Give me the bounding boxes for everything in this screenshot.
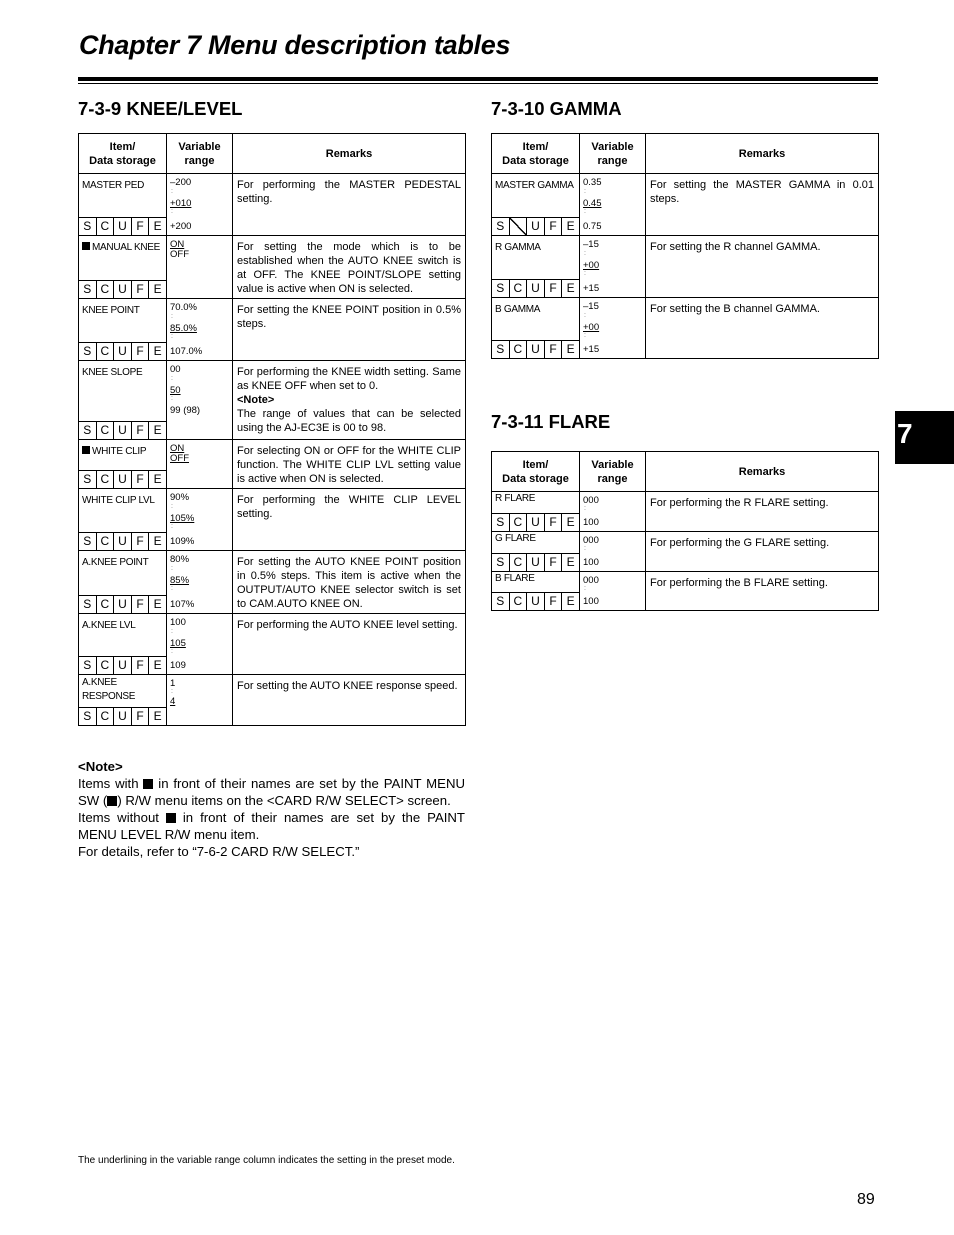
remarks-cell: For selecting ON or OFF for the WHITE CLIP function. The WHITE CLIP LVL setting value is active when ON is selected.: [233, 440, 466, 489]
data-storage-flags: S C U F E: [79, 280, 166, 298]
table-row: [79, 174, 466, 236]
item-name: WHITE CLIP LVL: [82, 495, 155, 506]
header-remarks: Remarks: [646, 134, 879, 174]
remarks-cell: For performing the MASTER PEDESTAL setting.: [233, 174, 466, 236]
footnote: The underlining in the variable range column indicates the setting in the preset mode.: [78, 1155, 455, 1166]
item-cell: [79, 489, 167, 551]
item-cell: [492, 236, 580, 298]
remarks-cell: For setting the MASTER GAMMA in 0.01 steps.: [646, 174, 879, 236]
item-name: A.KNEE LVL: [82, 620, 136, 631]
variable-range-cell: 1 : 4: [167, 675, 233, 726]
remarks-cell: For setting the AUTO KNEE POINT position in 0.5% steps. This item is active when the OUTPUT/AUTO KNEE selector switch is set to CAM.AUTO KNEE ON.: [233, 551, 466, 614]
data-storage-flags: S C U F E: [492, 340, 579, 358]
table-header-row: [79, 134, 466, 174]
table-row: [79, 440, 466, 489]
table-row: [79, 299, 466, 361]
remarks-cell: For performing the AUTO KNEE level setting.: [233, 614, 466, 675]
item-name: A.KNEE POINT: [82, 557, 149, 568]
data-storage-flags: S C U F E: [79, 421, 166, 439]
item-name: KNEE POINT: [82, 305, 140, 316]
header-item: Item/ Data storage: [79, 134, 167, 174]
remarks-cell: For performing the WHITE CLIP LEVEL setting.: [233, 489, 466, 551]
data-storage-flags: S C U F E: [79, 707, 166, 725]
item-cell: [492, 174, 580, 236]
title-rule-thin: [78, 83, 878, 84]
remarks-cell: For setting the mode which is to be established when the AUTO KNEE switch is at OFF. The KNEE POINT/SLOPE setting value is active when ON is selected.: [233, 236, 466, 299]
section-title-knee-level: 7-3-9 KNEE/LEVEL: [78, 98, 243, 119]
variable-range-cell: 100 : 105 : 109: [167, 614, 233, 675]
note-heading: <Note>: [78, 759, 123, 774]
table-row: [79, 614, 466, 675]
item-cell: [79, 361, 167, 440]
preset-value: 85%: [170, 575, 190, 586]
remarks-cell: For setting the AUTO KNEE response speed.: [233, 675, 466, 726]
variable-range-cell: 90% : 105% : 109%: [167, 489, 233, 551]
variable-range-cell: 70.0% : 85.0% : 107.0%: [167, 299, 233, 361]
preset-value: +010: [170, 198, 192, 209]
variable-range-cell: 80% : 85% : 107%: [167, 551, 233, 614]
table-row: [79, 361, 466, 440]
variable-range-cell: 000 : 100: [580, 572, 646, 611]
gamma-table: [491, 133, 879, 359]
remarks-cell: For setting the R channel GAMMA.: [646, 236, 879, 298]
page-number: 89: [857, 1191, 875, 1208]
data-storage-flags: S C U F E: [79, 532, 166, 550]
remarks-cell: For performing the B FLARE setting.: [646, 572, 879, 611]
preset-value: +00: [583, 260, 600, 271]
header-variable-range: Variable range: [580, 452, 646, 492]
table-header-row: [492, 452, 879, 492]
header-variable-range: Variable range: [580, 134, 646, 174]
data-storage-flags: S C U F E: [79, 217, 166, 235]
chapter-tab: 7: [895, 411, 954, 464]
square-bullet-icon: [143, 779, 153, 789]
header-variable-range: Variable range: [167, 134, 233, 174]
data-storage-flags: S C U F E: [492, 513, 579, 531]
square-bullet-icon: [82, 242, 90, 250]
note-paragraph: Items without in front of their names are set by the PAINT MENU LEVEL R/W menu item.: [78, 810, 465, 842]
item-cell: [79, 174, 167, 236]
variable-range-cell: 00 : 50 : 99 (98): [167, 361, 233, 440]
square-bullet-icon: [166, 813, 176, 823]
data-storage-flags: S C U F E: [492, 279, 579, 297]
remarks-cell: For setting the KNEE POINT position in 0.5% steps.: [233, 299, 466, 361]
note-paragraph: Items with in front of their names are set by the PAINT MENU SW ( ) R/W menu items on the <CARD R/W SELECT> screen.: [78, 776, 465, 808]
table-row: [79, 675, 466, 726]
table-row: [79, 236, 466, 299]
item-name: B GAMMA: [495, 304, 541, 315]
table-row: [79, 489, 466, 551]
knee-level-table: [78, 133, 466, 726]
data-storage-flags: S C U F E: [492, 553, 579, 571]
item-cell: [492, 298, 580, 359]
chapter-title: Chapter 7 Menu description tables: [79, 30, 511, 60]
data-storage-flags: S C U F E: [79, 470, 166, 488]
table-row: [492, 174, 879, 236]
item-name: WHITE CLIP: [82, 445, 146, 459]
table-row: [79, 551, 466, 614]
preset-value: 4: [170, 696, 176, 707]
variable-range-cell: 000 : 100: [580, 492, 646, 532]
preset-value: +00: [583, 322, 600, 333]
note-block: [78, 758, 465, 860]
variable-range-cell: ON OFF: [167, 236, 233, 299]
section-title-flare: 7-3-11 FLARE: [491, 411, 611, 432]
variable-range-cell: 0.35 : 0.45 : 0.75: [580, 174, 646, 236]
item-name: R GAMMA: [495, 242, 541, 253]
flare-table: [491, 451, 879, 611]
item-cell: [79, 614, 167, 675]
table-row: [492, 532, 879, 572]
remarks-note-head: <Note>: [237, 394, 275, 406]
variable-range-cell: –200 : +010 : +200: [167, 174, 233, 236]
item-cell: [492, 492, 580, 532]
variable-range-cell: ON OFF: [167, 440, 233, 489]
header-item: Item/ Data storage: [492, 452, 580, 492]
variable-range-cell: –15 : +00 : +15: [580, 236, 646, 298]
section-title-gamma: 7-3-10 GAMMA: [491, 98, 622, 119]
item-cell: [79, 675, 167, 726]
item-cell: [79, 299, 167, 361]
header-remarks: Remarks: [646, 452, 879, 492]
header-remarks: Remarks: [233, 134, 466, 174]
item-cell: [492, 532, 580, 572]
data-storage-flags: S C U F E: [79, 656, 166, 674]
preset-value: 50: [170, 385, 181, 396]
item-cell: [79, 440, 167, 489]
table-row: [492, 236, 879, 298]
item-name: R FLARE: [495, 493, 536, 504]
variable-range-cell: –15 : +00 : +15: [580, 298, 646, 359]
data-storage-flags: S C U F E: [492, 592, 579, 610]
item-name: B FLARE: [495, 573, 535, 584]
table-row: [492, 492, 879, 532]
preset-value: 105: [170, 638, 186, 649]
title-rule-thick: [78, 77, 878, 81]
item-name: MASTER GAMMA: [495, 180, 574, 191]
preset-value: 85.0%: [170, 323, 197, 334]
variable-range-cell: 000 : 100: [580, 532, 646, 572]
data-storage-flags: S C U F E: [79, 595, 166, 613]
header-item: Item/ Data storage: [492, 134, 580, 174]
preset-value: 0.45: [583, 198, 602, 209]
item-cell: [79, 236, 167, 299]
not-stored-slash: [510, 218, 528, 235]
data-storage-flags: S U F E: [492, 217, 579, 235]
square-bullet-icon: [107, 796, 117, 806]
note-paragraph: For details, refer to “7-6-2 CARD R/W SELECT.”: [78, 844, 360, 859]
remarks-cell: For setting the B channel GAMMA.: [646, 298, 879, 359]
remarks-cell: For performing the KNEE width setting. Same as KNEE OFF when set to 0. <Note> The range of values that can be selected using the AJ-EC3E is 00 to 98.: [233, 361, 466, 440]
item-name: MANUAL KNEE: [82, 241, 160, 255]
remarks-cell: For performing the R FLARE setting.: [646, 492, 879, 532]
table-row: [492, 572, 879, 611]
item-name: KNEE SLOPE: [82, 367, 143, 378]
remarks-cell: For performing the G FLARE setting.: [646, 532, 879, 572]
table-row: [492, 298, 879, 359]
item-name: A.KNEE RESPONSE: [82, 677, 136, 702]
item-cell: [492, 572, 580, 611]
square-bullet-icon: [82, 446, 90, 454]
item-name: G FLARE: [495, 533, 536, 544]
preset-value: 105%: [170, 513, 195, 524]
table-header-row: [492, 134, 879, 174]
item-cell: [79, 551, 167, 614]
item-name: MASTER PED: [82, 180, 145, 191]
data-storage-flags: S C U F E: [79, 342, 166, 360]
